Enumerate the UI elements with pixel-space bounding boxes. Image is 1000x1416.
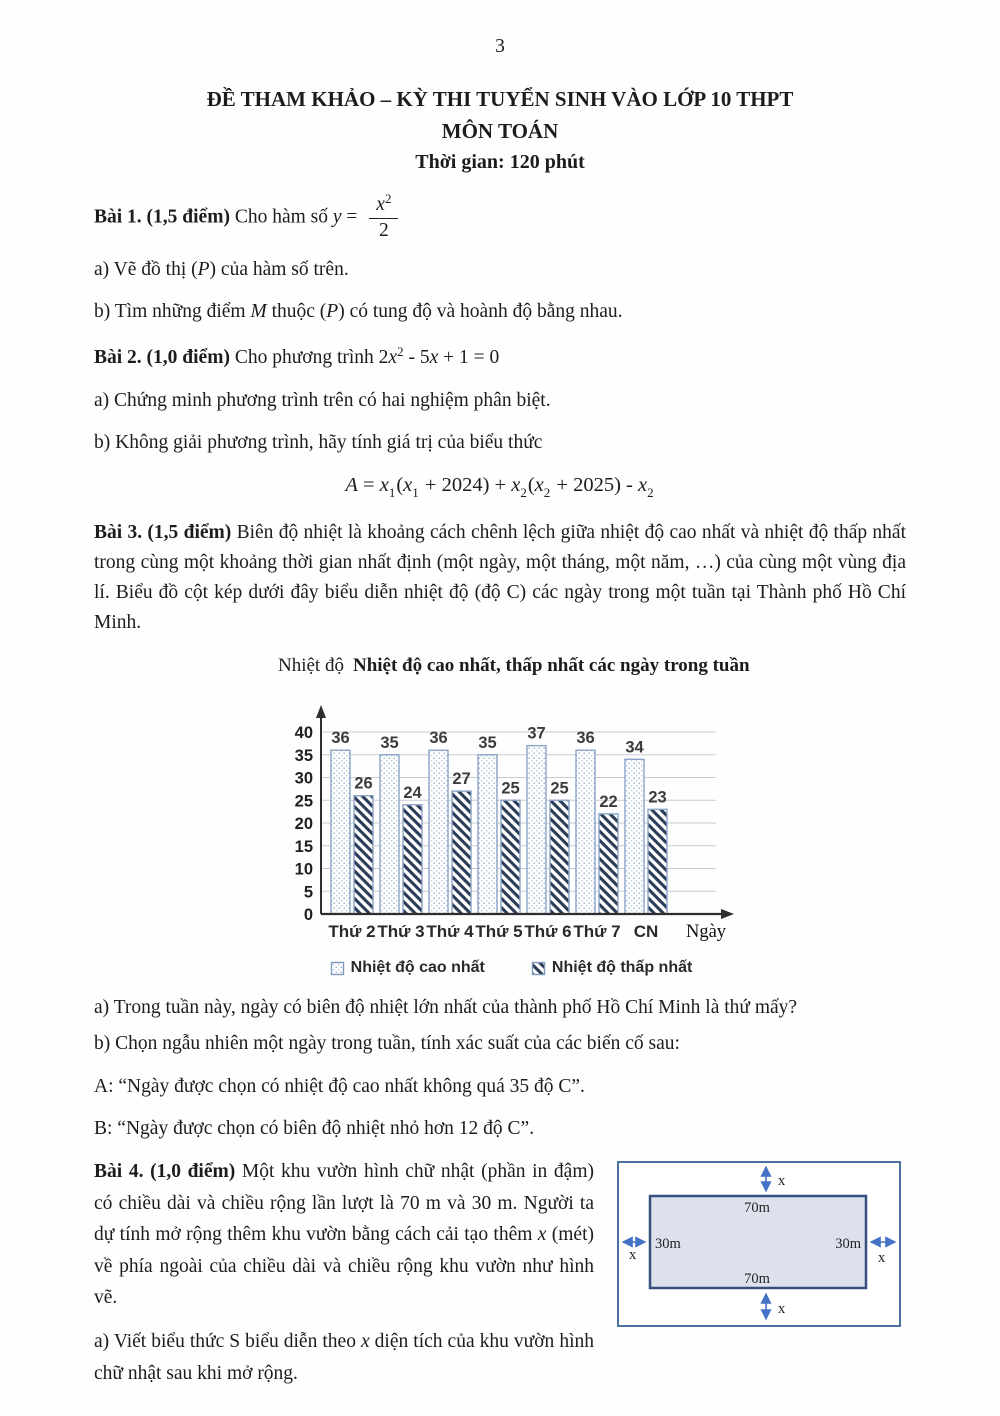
category-label: Thứ 2: [328, 922, 376, 942]
chart-title: [278, 651, 750, 680]
top-x-label: x: [778, 1173, 786, 1190]
low-temp-bar: [550, 800, 569, 914]
bottom-x-label: x: [778, 1301, 786, 1318]
exponent-2: 2: [397, 344, 404, 360]
equals-sign: =: [341, 206, 363, 228]
chart-main-title: Nhiệt độ cao nhất, thấp nhất các ngày trong tuần: [352, 654, 750, 676]
math-var-x2: x: [638, 474, 648, 497]
item-text: ) của hàm số trên.: [209, 258, 349, 280]
x-axis-title: Ngày: [685, 922, 727, 943]
high-value-label: 35: [380, 733, 399, 752]
left-width-label: 30m: [655, 1236, 681, 1253]
category-label: Thứ 6: [524, 922, 572, 942]
exponent-2: 2: [384, 191, 392, 207]
top-length-label: 70m: [744, 1200, 770, 1217]
bai3-event-A: A: “Ngày được chọn có nhiệt độ cao nhất không quá 35 độ C”.: [94, 1075, 585, 1097]
high-temp-bar: [331, 750, 350, 914]
y-tick-label: 25: [294, 792, 313, 811]
high-value-label: 35: [478, 733, 497, 752]
y-tick-label: 15: [294, 837, 313, 856]
exam-header: [94, 84, 906, 177]
subscript-2: 2: [647, 485, 654, 501]
math-var-P: P: [197, 258, 210, 280]
right-width-label: 30m: [835, 1236, 861, 1253]
exam-title: ĐỀ THAM KHẢO – KỲ THI TUYỂN SINH VÀO LỚP 10 THPT: [206, 87, 794, 112]
bottom-length-label: 70m: [744, 1271, 770, 1288]
item-text: diện tích của khu vườn hình chữ nhật sau khi mở rộng.: [94, 1330, 594, 1384]
bai4-paragraph: [94, 1156, 594, 1314]
math-term: + 2024) +: [419, 474, 512, 497]
garden-diagram-box: [614, 1156, 904, 1340]
exam-duration: Thời gian: 120 phút: [415, 151, 585, 174]
low-value-label: 22: [599, 793, 618, 812]
legend-swatch-icon: [531, 961, 547, 977]
category-label: Thứ 7: [573, 922, 621, 942]
bai1-heading: [94, 193, 906, 243]
high-temp-bar: [625, 759, 644, 914]
low-temp-bar: [599, 814, 618, 914]
bai3-question-b: b) Chọn ngẫu nhiên một ngày trong tuần, tính xác suất của các biến cố sau:: [94, 1033, 680, 1055]
low-value-label: 25: [501, 779, 520, 798]
low-temp-bar: [648, 809, 667, 914]
bai4-text-column: [94, 1156, 594, 1401]
subscript-1: 1: [412, 485, 419, 501]
temperature-chart-block: [278, 651, 750, 981]
bai2-intro: Cho phương trình: [229, 347, 379, 369]
fraction-x2-over-2: [369, 193, 398, 243]
low-temp-bar: [354, 796, 373, 914]
legend-item: [330, 956, 485, 981]
exam-subject: MÔN TOÁN: [441, 118, 559, 143]
bai3-label: Bài 3. (1,5 điểm): [94, 521, 232, 543]
high-value-label: 36: [331, 729, 350, 748]
paren: (: [396, 474, 404, 497]
y-tick-label: 35: [294, 746, 313, 765]
chart-y-axis-title: Nhiệt độ: [278, 654, 344, 676]
temperature-bar-chart: [278, 682, 738, 944]
math-var-x: x: [360, 1330, 370, 1352]
bai4-label: Bài 4. (1,0 điểm): [94, 1161, 236, 1183]
bai1-item-b: [94, 297, 906, 327]
item-text: a) Vẽ đồ thị (: [94, 258, 198, 280]
category-label: Thứ 3: [377, 922, 425, 942]
bai3-paragraph: [94, 518, 906, 639]
bai2-heading: [94, 343, 906, 373]
low-value-label: 23: [648, 788, 667, 807]
high-temp-bar: [576, 750, 595, 914]
high-temp-bar: [429, 750, 448, 914]
bai4-body: (mét) về phía ngoài của chiều dài và chiều rộng khu vườn như hình vẽ.: [94, 1224, 594, 1309]
legend-label: Nhiệt độ cao nhất: [350, 959, 485, 977]
category-label: Thứ 4: [426, 922, 474, 942]
math-var-x: x: [537, 1224, 547, 1246]
low-value-label: 25: [550, 779, 569, 798]
equals-sign: =: [357, 474, 380, 497]
expression-A: [94, 470, 906, 502]
math-var-x: x: [376, 194, 385, 216]
item-text: a) Viết biểu thức S biểu diễn theo: [94, 1330, 361, 1352]
page-number: 3: [495, 36, 505, 57]
legend-item: [531, 956, 692, 981]
item-text: thuộc (: [266, 301, 327, 323]
garden-diagram: [614, 1158, 904, 1330]
math-var-x1: x: [379, 474, 389, 497]
math-var-x: x: [429, 347, 439, 369]
y-tick-label: 10: [294, 860, 313, 879]
low-value-label: 27: [452, 770, 471, 789]
left-x-label: x: [629, 1247, 637, 1264]
bai1-label: Bài 1. (1,5 điểm): [94, 206, 230, 228]
bai4-item-a: [94, 1326, 594, 1389]
math-var-A: A: [345, 474, 358, 497]
low-value-label: 24: [403, 783, 422, 802]
math-term: + 1 = 0: [438, 347, 500, 369]
subscript-2: 2: [543, 485, 551, 501]
y-tick-label: 40: [294, 724, 313, 743]
y-tick-label: 5: [303, 883, 313, 902]
fraction-numerator: [369, 193, 398, 218]
math-term: + 2025) -: [551, 474, 638, 497]
low-temp-bar: [501, 800, 520, 914]
bai2-label: Bài 2. (1,0 điểm): [94, 347, 230, 369]
high-temp-bar: [380, 755, 399, 914]
math-coefficient: 2: [378, 347, 389, 369]
bai4-section: [94, 1156, 906, 1401]
bai3-question-a: a) Trong tuần này, ngày có biên độ nhiệt lớn nhất của thành phố Hồ Chí Minh là thứ mấy?: [94, 997, 798, 1019]
bai1-intro: Cho hàm số: [229, 206, 333, 228]
y-tick-label: 20: [294, 815, 313, 834]
subscript-2: 2: [520, 485, 527, 501]
low-temp-bar: [403, 805, 422, 914]
math-var-x: x: [388, 347, 398, 369]
high-temp-bar: [527, 746, 546, 914]
bai2-item-b: b) Không giải phương trình, hãy tính giá trị của biểu thức: [94, 431, 543, 453]
bai1-item-a: [94, 255, 906, 285]
high-temp-bar: [478, 755, 497, 914]
math-var-x1: x: [403, 474, 413, 497]
item-text: ) có tung độ và hoành độ bằng nhau.: [338, 301, 623, 323]
math-var-y: y: [332, 206, 342, 228]
category-label: CN: [633, 922, 659, 942]
chart-legend: [278, 956, 744, 981]
math-var-P: P: [326, 301, 339, 323]
low-temp-bar: [452, 791, 471, 914]
paren: (: [527, 474, 535, 497]
high-value-label: 36: [576, 729, 595, 748]
category-label: Thứ 5: [475, 922, 523, 942]
fraction-denominator: 2: [378, 219, 389, 241]
bai3-body: Biên độ nhiệt là khoảng cách chênh lệch giữa nhiệt độ cao nhất và nhiệt độ thấp nhất trong cùng một khoảng thời gian nhất định (một ngày, một tháng, một năm, …) của cùng một vùng địa lí. Biểu đồ cột kép dưới đây biểu diễn nhiệt độ (độ C) các ngày trong một tuần tại Thành phố Hồ Chí Minh.: [94, 521, 906, 634]
x-axis-arrow-icon: [721, 909, 734, 919]
math-var-x2: x: [511, 474, 521, 497]
high-value-label: 37: [527, 724, 546, 743]
y-tick-label: 30: [294, 769, 313, 788]
bai3-event-B: B: “Ngày được chọn có biên độ nhiệt nhỏ hơn 12 độ C”.: [94, 1117, 535, 1139]
bai2-item-a: a) Chứng minh phương trình trên có hai nghiệm phân biệt.: [94, 389, 551, 411]
low-value-label: 26: [354, 774, 373, 793]
y-tick-label: 0: [303, 906, 313, 925]
math-var-M: M: [250, 301, 267, 323]
y-axis-arrow-icon: [316, 705, 326, 718]
math-var-x2: x: [534, 474, 544, 497]
bai4-body: Một khu vườn hình chữ nhật (phần in đậm) có chiều dài và chiều rộng lần lượt là 70 m và 30 m. Người ta dự tính mở rộng thêm khu vườn bằng cách cải tạo thêm: [94, 1161, 594, 1246]
legend-label: Nhiệt độ thấp nhất: [551, 959, 693, 977]
math-term: - 5: [403, 347, 430, 369]
right-x-label: x: [878, 1250, 886, 1267]
subscript-1: 1: [388, 485, 396, 501]
high-value-label: 34: [625, 738, 644, 757]
item-text: b) Tìm những điểm: [94, 301, 251, 323]
high-value-label: 36: [429, 729, 448, 748]
legend-swatch-icon: [330, 961, 346, 977]
